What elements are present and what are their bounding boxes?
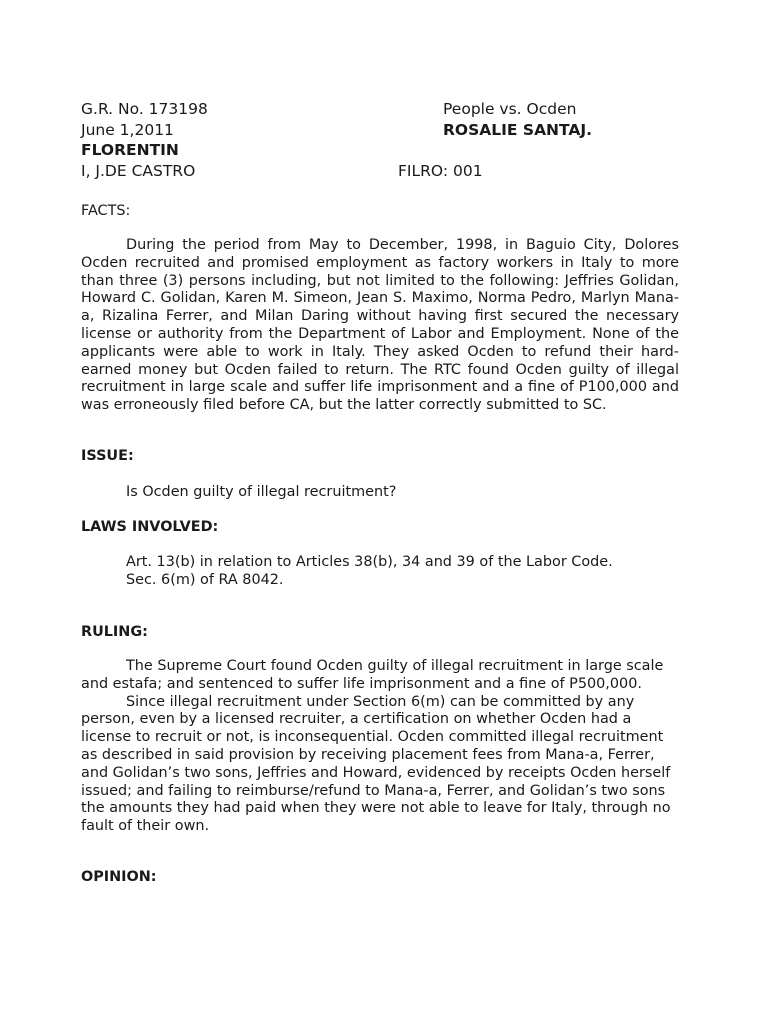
issue-text: Is Ocden guilty of illegal recruitment? bbox=[126, 484, 397, 500]
ruling-heading: RULING: bbox=[81, 624, 148, 640]
facts-paragraph: During the period from May to December, 1998, in Baguio City, Dolores Ocden recruited and promised employment as factory workers in Italy to more than three (3) persons including, but not limited to the following: Jeffries Golidan, Howard C. Golidan, Karen M. Simeon, Jean S. Maximo, Norma Pedro, Marlyn Mana-a, Rizalina Ferrer, and Milan Daring without having first secured the necessary license or authority from the Department of Labor and Employment. None of the applicants were able to work in Italy. They asked Ocden to refund their hard-earned money but Ocden failed to return. The RTC found Ocden guilty of illegal recruitment in large scale and suffer life imprisonment and a fine of P100,000 and was erroneously filed before CA, but the latter correctly submitted to SC. bbox=[81, 237, 679, 414]
issue-heading: ISSUE: bbox=[81, 448, 134, 464]
filro-number: FILRO: 001 bbox=[398, 162, 483, 180]
facts-heading: FACTS: bbox=[81, 203, 131, 219]
author-name: ROSALIE SANTAJ. bbox=[443, 121, 593, 139]
ruling-paragraph-1: The Supreme Court found Ocden guilty of illegal recruitment in large scale and estafa; and sentenced to suffer life imprisonment and a fine of P500,000. bbox=[81, 658, 664, 692]
laws-heading: LAWS INVOLVED: bbox=[81, 519, 219, 535]
ruling-paragraph-2: Since illegal recruitment under Section 6(m) can be committed by any person, even by a licensed recruiter, a certification on whether Ocden had a license to recruit or not, is inconsequential. Ocden committed illegal recruitment as described in said provision by receiving placement fees from Mana-a, Ferrer, and Golidan’s two sons, Jeffries and Howard, evidenced by receipts Ocden herself issued; and failing to reimburse/refund to Mana-a, Ferrer, and Golidan’s two sons the amounts they had paid when they were not able to leave for Italy, through no fault of their own. bbox=[81, 693, 671, 835]
ponente-second-line: I, J.DE CASTRO bbox=[81, 162, 196, 180]
decision-date: June 1,2011 bbox=[81, 121, 174, 139]
facts-section bbox=[81, 237, 679, 415]
law-reference-1: Art. 13(b) in relation to Articles 38(b), 34 and 39 of the Labor Code. bbox=[126, 554, 613, 570]
law-reference-2: Sec. 6(m) of RA 8042. bbox=[126, 572, 284, 588]
opinion-heading: OPINION: bbox=[81, 869, 157, 885]
case-title: People vs. Ocden bbox=[443, 100, 577, 118]
gr-number: G.R. No. 173198 bbox=[81, 100, 208, 118]
ruling-section bbox=[81, 658, 681, 836]
ponente-first-line: FLORENTIN bbox=[81, 141, 179, 159]
